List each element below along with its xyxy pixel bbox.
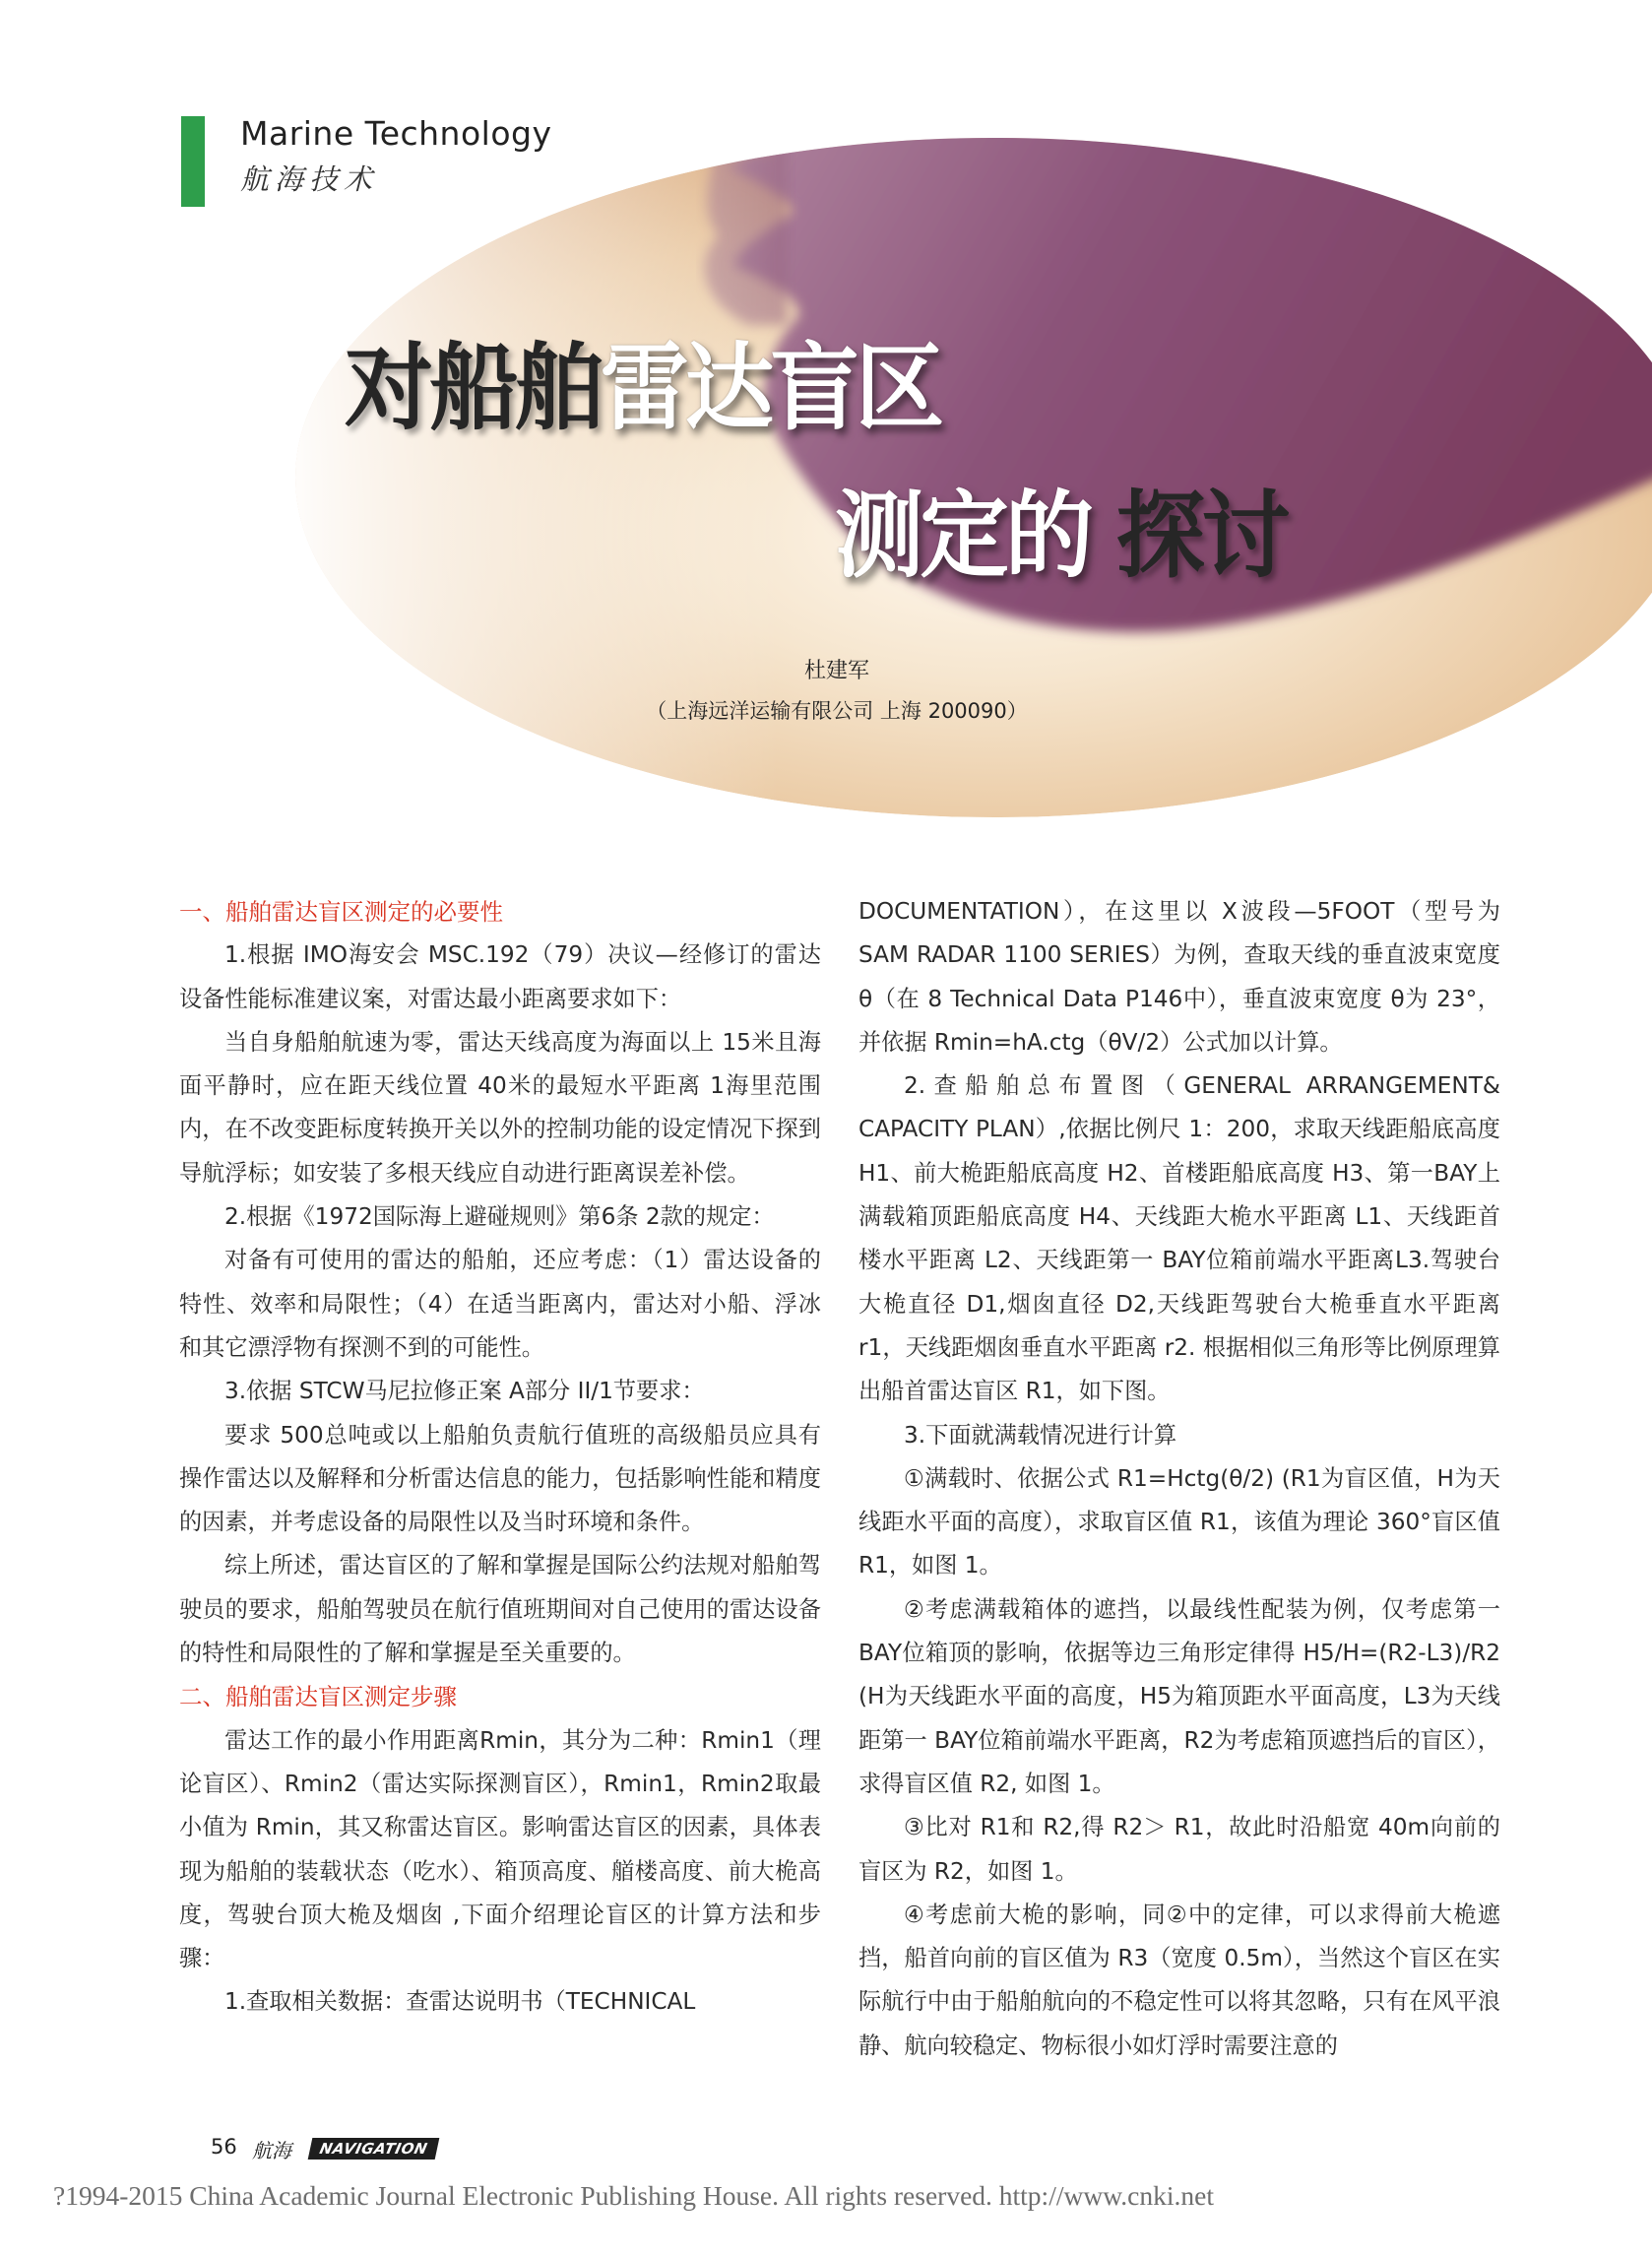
article-title-line-2 — [835, 461, 1287, 596]
paragraph: ③比对 R1和 R2,得 R2＞ R1，故此时沿船宽 40m向前的盲区为 R2，如图 1。 — [858, 1814, 1500, 1885]
body-column-right — [858, 890, 1500, 2068]
paragraph: ②考虑满载箱体的遮挡，以最线性配装为例，仅考虑第一BAY位箱顶的影响，依据等边三角形定律得 H5/H=(R2-L3)/R2 (H为天线距水平面的高度，H5为箱顶距水平面高度，L3为天线距第一 BAY位箱前端水平距离，R2为考虑箱顶遮挡后的盲区），求得盲区值 R2, 如图 1。 — [858, 1595, 1500, 1797]
section-title-cn: 航海技术 — [240, 162, 379, 196]
magazine-name: 航海 — [252, 2139, 291, 2162]
paragraph: 3.下面就满载情况进行计算 — [904, 1421, 1177, 1449]
paragraph: ④考虑前大桅的影响，同②中的定律，可以求得前大桅遮挡，船首向前的盲区值为 R3（宽度 0.5m），当然这个盲区在实际航行中由于船舶航向的不稳定性可以将其忽略，只有在风平浪静、航向较稳定、物标很小如灯浮时需要注意的 — [858, 1901, 1500, 2059]
paragraph: 1.根据 IMO海安会 MSC.192（79）决议—经修订的雷达设备性能标准建议案，对雷达最小距离要求如下： — [179, 941, 821, 1012]
paragraph: ①满载时、依据公式 R1=Hctg(θ/2) (R1为盲区值，H为天线距水平面的高度），求取盲区值 R1，该值为理论 360°盲区值 R1，如图 1。 — [858, 1464, 1500, 1580]
page-number: 56 — [211, 2135, 237, 2159]
section-heading: 二、船舶雷达盲区测定步骤 — [179, 1683, 457, 1711]
author-name: 杜建军 — [803, 659, 869, 683]
section-heading: 一、船舶雷达盲区测定的必要性 — [179, 898, 503, 926]
author-affiliation: （上海远洋运输有限公司 上海 200090） — [646, 699, 1028, 723]
section-title-en: Marine Technology — [240, 114, 552, 153]
paragraph: 2.查船舶总布置图（GENERAL ARRANGEMENT& CAPACITY PLAN）,依据比例尺 1：200，求取天线距船底高度 H1、前大桅距船底高度 H2、首楼距船底高度 H3、第一BAY上满载箱顶距船底高度 H4、天线距大桅水平距离 L1、天线距首楼水平距离 L2、天线距第一 BAY位箱前端水平距离L3.驾驶台大桅直径 D1,烟囱直径 D2,天线距驾驶台大桅垂直水平距离 r1，天线距烟囱垂直水平距离 r2. 根据相似三角形等比例原理算出船首雷达盲区 R1，如下图。 — [858, 1072, 1500, 1405]
title-part-dark: 对船舶 — [345, 333, 601, 443]
paragraph: 3.依据 STCW马尼拉修正案 A部分 II/1节要求： — [224, 1378, 705, 1405]
article-title-line-1 — [345, 313, 940, 448]
paragraph: 要求 500总吨或以上船舶负责航行值班的高级船员应具有操作雷达以及解释和分析雷达信息的能力，包括影响性能和精度的因素，并考虑设备的局限性以及当时环境和条件。 — [179, 1421, 821, 1536]
paragraph: 雷达工作的最小作用距离Rmin，其分为二种：Rmin1（理论盲区）、Rmin2（雷达实际探测盲区），Rmin1，Rmin2取最小值为 Rmin，其又称雷达盲区。影响雷达盲区的因素，具体表现为船舶的装载状态（吃水）、箱顶高度、艏楼高度、前大桅高度，驾驶台顶大桅及烟囱 ,下面介绍理论盲区的计算方法和步骤： — [179, 1726, 821, 1972]
paragraph: 对备有可使用的雷达的船舶，还应考虑：（1）雷达设备的特性、效率和局限性；（4）在适当距离内，雷达对小船、浮冰和其它漂浮物有探测不到的可能性。 — [179, 1247, 821, 1361]
title-part-white: 雷达盲区 — [600, 333, 941, 443]
magazine-badge: NAVIGATION — [308, 2138, 440, 2160]
title-part-dark: 探讨 — [1115, 481, 1287, 591]
title-part-white: 测定的 — [835, 481, 1091, 591]
section-accent-bar — [181, 116, 205, 207]
paragraph: 当自身船舶航速为零，雷达天线高度为海面以上 15米且海面平静时，应在距天线位置 40米的最短水平距离 1海里范围内，在不改变距标度转换开关以外的控制功能的设定情况下探到导航浮标；如安装了多根天线应自动进行距离误差补偿。 — [179, 1028, 821, 1187]
body-column-left — [179, 890, 821, 2025]
paragraph: DOCUMENTATION），在这里以 X波段—5FOOT（型号为 SAM RADAR 1100 SERIES）为例，查取天线的垂直波束宽度 θ（在 8 Technical Data P146中），垂直波束宽度 θ为 23°，并依据 Rmin=hA.ctg（θV/2）公式加以计算。 — [858, 898, 1500, 1056]
copyright-notice: ?1994-2015 China Academic Journal Electronic Publishing House. All rights reserved. http://www.cnki.net — [53, 2180, 1214, 2211]
paragraph: 1.查取相关数据：查雷达说明书（TECHNICAL — [224, 1988, 696, 2016]
paragraph: 2.根据《1972国际海上避碰规则》第6条 2款的规定： — [224, 1203, 775, 1231]
paragraph: 综上所述，雷达盲区的了解和掌握是国际公约法规对船舶驾驶员的要求，船舶驾驶员在航行值班期间对自己使用的雷达设备的特性和局限性的了解和掌握是至关重要的。 — [179, 1552, 821, 1667]
